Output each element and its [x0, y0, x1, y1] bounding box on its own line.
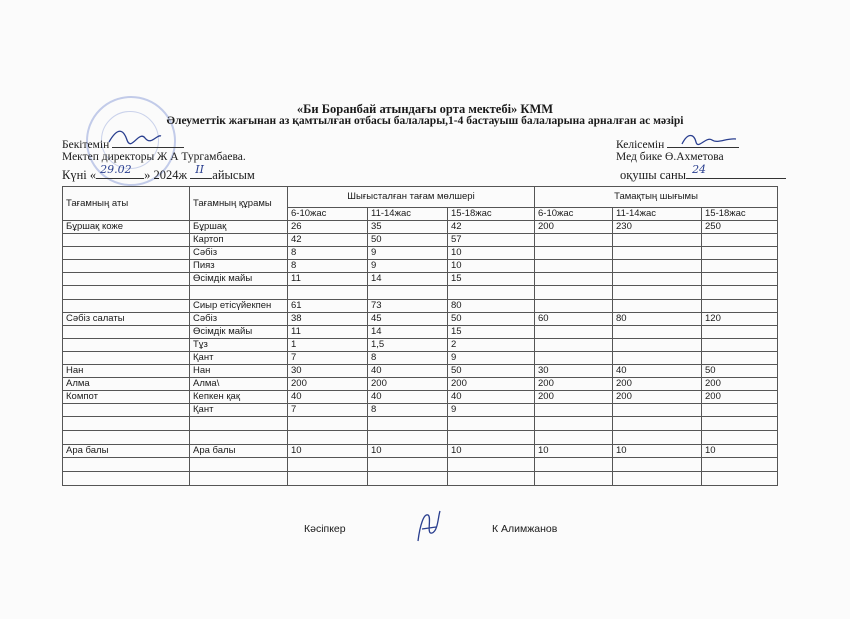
output-cell: 200	[535, 378, 613, 391]
document-subtitle: Әлеуметтік жағынан аз қамтылған отбасы балалары,1-4 бастауыш балаларына арналған ас мәзірі	[166, 115, 684, 127]
director-name: Мектеп директоры Ж А Тургамбаева.	[62, 151, 246, 163]
amount-cell: 40	[368, 365, 448, 378]
dish-cell	[63, 300, 190, 313]
dish-cell	[63, 286, 190, 300]
date-month-field: II	[190, 166, 212, 179]
output-cell	[535, 404, 613, 417]
col-header-dish: Тағамның аты	[63, 187, 190, 221]
dish-cell	[63, 260, 190, 273]
amount-cell: 15	[448, 326, 535, 339]
output-cell: 200	[613, 378, 702, 391]
output-cell	[613, 458, 702, 472]
table-row	[63, 378, 778, 391]
dish-cell: Ара балы	[63, 445, 190, 458]
output-cell	[613, 352, 702, 365]
output-cell	[535, 286, 613, 300]
output-cell	[535, 260, 613, 273]
table-row	[63, 458, 778, 472]
output-cell	[702, 417, 778, 431]
output-cell	[613, 286, 702, 300]
amount-cell	[448, 458, 535, 472]
ingredient-cell: Картоп	[190, 234, 288, 247]
amount-cell: 10	[448, 247, 535, 260]
table-row	[63, 472, 778, 486]
ingredient-cell: Сиыр етісүйекпен	[190, 300, 288, 313]
amount-cell: 9	[368, 247, 448, 260]
table-row	[63, 404, 778, 417]
output-cell	[702, 472, 778, 486]
dish-cell	[63, 352, 190, 365]
amount-cell: 30	[288, 365, 368, 378]
ingredient-cell	[190, 286, 288, 300]
amount-cell	[368, 417, 448, 431]
age-header: 11-14жас	[368, 208, 448, 221]
dish-cell	[63, 417, 190, 431]
dish-cell	[63, 273, 190, 286]
ingredient-cell	[190, 472, 288, 486]
amount-cell: 200	[448, 378, 535, 391]
amount-cell: 50	[448, 313, 535, 326]
output-cell: 40	[613, 365, 702, 378]
table-row	[63, 313, 778, 326]
amount-cell: 45	[368, 313, 448, 326]
amount-cell	[448, 431, 535, 445]
ingredient-cell: Қант	[190, 404, 288, 417]
amount-cell: 1,5	[368, 339, 448, 352]
age-header: 11-14жас	[613, 208, 702, 221]
amount-cell: 40	[448, 391, 535, 404]
output-cell: 10	[702, 445, 778, 458]
ingredient-cell: Өсімдік майы	[190, 326, 288, 339]
table-row	[63, 445, 778, 458]
output-cell	[702, 234, 778, 247]
footer-name: К Алимжанов	[492, 523, 558, 535]
output-cell: 30	[535, 365, 613, 378]
amount-cell: 9	[368, 260, 448, 273]
age-header: 6-10жас	[535, 208, 613, 221]
dish-cell	[63, 339, 190, 352]
table-row	[63, 365, 778, 378]
amount-cell: 50	[448, 365, 535, 378]
ingredient-cell	[190, 458, 288, 472]
ingredient-cell: Тұз	[190, 339, 288, 352]
table-row	[63, 391, 778, 404]
dish-cell: Алма	[63, 378, 190, 391]
table-row	[63, 221, 778, 234]
output-cell	[535, 458, 613, 472]
output-cell: 60	[535, 313, 613, 326]
date-line: Күні « 29.02 » 2024ж II айысым	[62, 163, 255, 182]
output-cell	[702, 431, 778, 445]
ingredient-cell: Нан	[190, 365, 288, 378]
amount-cell: 40	[368, 391, 448, 404]
amount-cell: 8	[368, 352, 448, 365]
agree-label: Келісемін	[616, 139, 665, 151]
dish-cell: Сәбіз салаты	[63, 313, 190, 326]
output-cell	[702, 260, 778, 273]
amount-cell	[368, 431, 448, 445]
dish-cell	[63, 458, 190, 472]
amount-cell: 57	[448, 234, 535, 247]
output-cell	[702, 286, 778, 300]
amount-cell: 2	[448, 339, 535, 352]
amount-cell	[288, 286, 368, 300]
table-row	[63, 300, 778, 313]
output-cell	[535, 326, 613, 339]
amount-cell: 1	[288, 339, 368, 352]
output-cell	[535, 273, 613, 286]
age-header: 6-10жас	[288, 208, 368, 221]
amount-cell: 26	[288, 221, 368, 234]
table-row	[63, 352, 778, 365]
ingredient-cell: Ара балы	[190, 445, 288, 458]
table-row	[63, 286, 778, 300]
amount-cell: 7	[288, 404, 368, 417]
document-title: «Би Боранбай атындағы орта мектебі» КММ	[296, 102, 554, 116]
output-cell	[535, 431, 613, 445]
date-day-field: 29.02	[96, 166, 144, 179]
amount-cell: 7	[288, 352, 368, 365]
amount-cell: 9	[448, 404, 535, 417]
output-cell	[613, 339, 702, 352]
age-header: 15-18жас	[702, 208, 778, 221]
ingredient-cell: Сәбіз	[190, 313, 288, 326]
dish-cell: Компот	[63, 391, 190, 404]
ingredient-cell: Пияз	[190, 260, 288, 273]
output-cell: 10	[535, 445, 613, 458]
dish-cell	[63, 234, 190, 247]
table-row	[63, 234, 778, 247]
amount-cell: 40	[288, 391, 368, 404]
table-row	[63, 431, 778, 445]
director-signature	[105, 124, 165, 150]
nurse-signature	[680, 130, 740, 150]
output-cell	[702, 326, 778, 339]
amount-cell: 11	[288, 273, 368, 286]
amount-cell: 50	[368, 234, 448, 247]
amount-cell	[288, 458, 368, 472]
amount-cell: 15	[448, 273, 535, 286]
amount-cell: 80	[448, 300, 535, 313]
table-row	[63, 326, 778, 339]
amount-cell: 35	[368, 221, 448, 234]
output-cell: 200	[535, 391, 613, 404]
amount-cell: 8	[288, 260, 368, 273]
output-cell: 200	[535, 221, 613, 234]
output-cell	[613, 431, 702, 445]
ingredient-cell: Өсімдік майы	[190, 273, 288, 286]
ingredient-cell: Кепкен қақ	[190, 391, 288, 404]
output-cell: 120	[702, 313, 778, 326]
amount-cell	[448, 286, 535, 300]
amount-cell	[368, 286, 448, 300]
amount-cell	[288, 417, 368, 431]
ingredient-cell: Алма\	[190, 378, 288, 391]
dish-cell	[63, 431, 190, 445]
output-cell	[702, 352, 778, 365]
amount-cell: 73	[368, 300, 448, 313]
amount-cell: 9	[448, 352, 535, 365]
dish-cell: Нан	[63, 365, 190, 378]
age-header: 15-18жас	[448, 208, 535, 221]
output-cell	[702, 247, 778, 260]
output-cell	[535, 300, 613, 313]
amount-cell: 14	[368, 273, 448, 286]
amount-cell: 10	[448, 445, 535, 458]
dish-cell	[63, 472, 190, 486]
output-cell: 80	[613, 313, 702, 326]
ingredient-cell: Сәбіз	[190, 247, 288, 260]
amount-cell: 8	[368, 404, 448, 417]
dish-cell	[63, 247, 190, 260]
col-header-amount: Шығысталған тағам мөлшері	[288, 187, 535, 208]
output-cell	[535, 352, 613, 365]
output-cell	[613, 247, 702, 260]
amount-cell: 8	[288, 247, 368, 260]
approve-label: Бекітемін	[62, 139, 110, 151]
output-cell	[613, 260, 702, 273]
output-cell: 200	[702, 391, 778, 404]
amount-cell: 10	[368, 445, 448, 458]
ingredient-cell	[190, 417, 288, 431]
table-row	[63, 273, 778, 286]
table-row	[63, 417, 778, 431]
output-cell	[702, 339, 778, 352]
amount-cell	[448, 472, 535, 486]
ingredient-cell: Бұршақ	[190, 221, 288, 234]
output-cell	[702, 300, 778, 313]
output-cell	[613, 273, 702, 286]
dish-cell	[63, 326, 190, 339]
output-cell	[702, 458, 778, 472]
output-cell	[702, 273, 778, 286]
students-count-field: 24	[686, 166, 786, 179]
amount-cell	[448, 417, 535, 431]
col-header-composition: Тағамның құрамы	[190, 187, 288, 221]
output-cell	[613, 234, 702, 247]
output-cell: 50	[702, 365, 778, 378]
amount-cell	[288, 472, 368, 486]
amount-cell: 200	[368, 378, 448, 391]
amount-cell: 42	[448, 221, 535, 234]
output-cell: 200	[613, 391, 702, 404]
output-cell: 250	[702, 221, 778, 234]
col-header-output: Тамақтың шығымы	[535, 187, 778, 208]
amount-cell: 10	[448, 260, 535, 273]
amount-cell: 42	[288, 234, 368, 247]
table-row	[63, 339, 778, 352]
output-cell	[613, 326, 702, 339]
output-cell	[535, 247, 613, 260]
output-cell	[613, 472, 702, 486]
output-cell: 230	[613, 221, 702, 234]
ingredient-cell: Қант	[190, 352, 288, 365]
amount-cell: 14	[368, 326, 448, 339]
output-cell	[535, 234, 613, 247]
amount-cell: 11	[288, 326, 368, 339]
amount-cell: 61	[288, 300, 368, 313]
table-row	[63, 260, 778, 273]
output-cell	[535, 417, 613, 431]
output-cell	[613, 300, 702, 313]
ingredient-cell	[190, 431, 288, 445]
menu-table	[62, 186, 778, 486]
output-cell: 200	[702, 378, 778, 391]
amount-cell	[368, 472, 448, 486]
output-cell	[702, 404, 778, 417]
dish-cell: Бұршақ коже	[63, 221, 190, 234]
output-cell	[613, 404, 702, 417]
dish-cell	[63, 404, 190, 417]
students-line: оқушы саны 24	[620, 166, 786, 183]
amount-cell: 10	[288, 445, 368, 458]
nurse-name: Мед бике Ө.Ахметова	[616, 151, 724, 163]
output-cell	[613, 417, 702, 431]
amount-cell: 38	[288, 313, 368, 326]
amount-cell	[288, 431, 368, 445]
amount-cell: 200	[288, 378, 368, 391]
entrepreneur-signature	[410, 505, 444, 549]
footer-role: Кәсіпкер	[304, 523, 346, 535]
table-row	[63, 247, 778, 260]
amount-cell	[368, 458, 448, 472]
output-cell: 10	[613, 445, 702, 458]
output-cell	[535, 472, 613, 486]
output-cell	[535, 339, 613, 352]
